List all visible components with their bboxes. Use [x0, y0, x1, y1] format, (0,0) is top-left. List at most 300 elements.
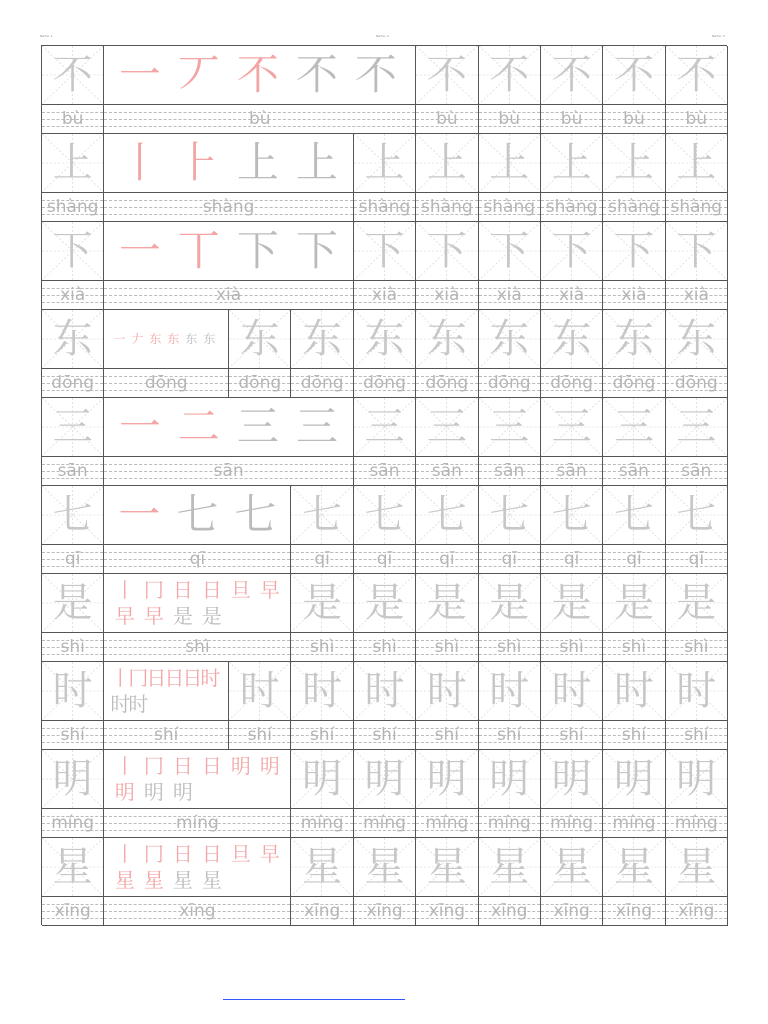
practice-cell[interactable]: [416, 574, 478, 662]
trace-pinyin: dōng: [487, 373, 531, 393]
practice-cell[interactable]: [479, 222, 541, 310]
pinyin-guide: [42, 720, 103, 750]
model-pinyin: shì: [60, 637, 85, 657]
trace-pinyin: shí: [247, 725, 272, 745]
trace-pinyin: shí: [621, 725, 647, 745]
stroke-step: 东: [203, 332, 216, 346]
model-character: 时: [52, 668, 93, 714]
practice-cell[interactable]: [416, 310, 478, 398]
trace-pinyin: shàng: [358, 197, 411, 217]
practice-cell[interactable]: [416, 222, 478, 310]
practice-cell[interactable]: [291, 662, 353, 750]
pinyin-guide: [104, 896, 290, 926]
practice-cell[interactable]: [479, 46, 541, 134]
stroke-step: 明: [172, 780, 193, 804]
practice-cell[interactable]: [603, 134, 665, 222]
practice-cell[interactable]: [354, 574, 416, 662]
pinyin-guide: [603, 192, 664, 222]
practice-cell[interactable]: [666, 134, 728, 222]
trace-pinyin: shí: [559, 725, 584, 745]
trace-character: 上: [364, 140, 405, 186]
trace-pinyin: xià: [434, 285, 460, 305]
stroke-order-pinyin: shàng: [202, 197, 255, 217]
stroke-step: 旦: [230, 578, 251, 602]
trace-character: 星: [676, 844, 717, 890]
stroke-step: 一: [118, 226, 161, 275]
pinyin-guide: [104, 456, 352, 486]
practice-cell[interactable]: [354, 310, 416, 398]
stroke-step: 上: [295, 138, 338, 187]
trace-pinyin: xià: [371, 285, 398, 305]
stroke-step: 明: [114, 780, 135, 804]
model-character: 不: [52, 52, 93, 98]
practice-cell[interactable]: [666, 46, 728, 134]
trace-character: 七: [551, 492, 592, 538]
practice-cell[interactable]: [479, 838, 541, 926]
practice-cell[interactable]: [354, 134, 416, 222]
stroke-step: 冂: [128, 666, 149, 690]
practice-cell[interactable]: [603, 838, 665, 926]
practice-cell[interactable]: [354, 838, 416, 926]
stroke-step: 明: [259, 754, 280, 778]
practice-sheet: [41, 45, 727, 925]
trace-pinyin: xīng: [553, 901, 590, 921]
model-pinyin: míng: [51, 813, 95, 833]
stroke-order-pinyin: xià: [215, 285, 242, 305]
pinyin-guide: [479, 808, 540, 838]
stroke-step: 日: [164, 666, 185, 690]
pinyin-guide: [291, 808, 352, 838]
practice-cell[interactable]: [354, 662, 416, 750]
stroke-order-cell: [104, 662, 229, 750]
practice-cell[interactable]: [416, 398, 478, 486]
practice-cell[interactable]: [541, 46, 603, 134]
practice-cell[interactable]: [416, 46, 478, 134]
pinyin-guide: [479, 896, 540, 926]
model-pinyin: xià: [60, 285, 86, 305]
pinyin-guide: [603, 720, 664, 750]
practice-cell[interactable]: [416, 134, 478, 222]
trace-character: 时: [489, 668, 530, 714]
character-row: [42, 310, 728, 398]
trace-pinyin: míng: [425, 813, 469, 833]
practice-cell[interactable]: [354, 398, 416, 486]
stroke-step: 不: [295, 50, 338, 99]
pinyin-guide: [541, 896, 602, 926]
trace-pinyin: míng: [487, 813, 531, 833]
trace-character: 星: [302, 844, 343, 890]
pinyin-guide: [541, 720, 602, 750]
trace-character: 不: [613, 52, 654, 98]
pinyin-guide: [354, 544, 415, 574]
trace-character: 上: [489, 140, 530, 186]
trace-pinyin: bù: [685, 109, 708, 129]
pinyin-guide: [229, 368, 290, 398]
stroke-step: 是: [201, 604, 222, 628]
trace-character: 七: [489, 492, 530, 538]
practice-cell[interactable]: [666, 398, 728, 486]
trace-character: 明: [426, 756, 467, 802]
trace-character: 下: [364, 228, 405, 274]
pinyin-guide: [354, 896, 415, 926]
practice-cell[interactable]: [666, 750, 728, 838]
practice-cell[interactable]: [541, 662, 603, 750]
practice-cell[interactable]: [666, 222, 728, 310]
trace-character: 是: [364, 580, 405, 626]
trace-character: 东: [364, 316, 405, 362]
trace-character: 东: [613, 316, 654, 362]
pinyin-guide: [354, 192, 415, 222]
stroke-sequence: [110, 134, 346, 192]
stroke-step: 是: [172, 604, 193, 628]
trace-character: 时: [551, 668, 592, 714]
trace-character: 下: [489, 228, 530, 274]
pinyin-guide: [42, 192, 103, 222]
pinyin-guide: [666, 544, 727, 574]
stroke-sequence: [110, 662, 222, 720]
trace-pinyin: dōng: [363, 373, 406, 393]
practice-cell[interactable]: [416, 486, 478, 574]
practice-cell[interactable]: [541, 222, 603, 310]
model-pinyin: qī: [64, 549, 81, 569]
pinyin-guide: [541, 280, 602, 310]
stroke-step: 丆: [177, 50, 220, 99]
stroke-step: 日: [172, 754, 193, 778]
pinyin-guide: [354, 808, 415, 838]
trace-pinyin: dōng: [238, 373, 282, 393]
stroke-order-cell: [104, 310, 229, 398]
trace-character: 三: [551, 404, 592, 450]
pinyin-guide: [416, 544, 477, 574]
model-pinyin: bù: [61, 109, 84, 129]
pinyin-guide: [416, 280, 477, 310]
trace-pinyin: dōng: [612, 373, 656, 393]
stroke-step: 早: [259, 578, 280, 602]
pinyin-guide: [416, 896, 477, 926]
trace-character: 明: [551, 756, 592, 802]
trace-pinyin: qī: [501, 549, 517, 569]
trace-character: 星: [613, 844, 654, 890]
model-character-cell: [42, 574, 104, 662]
character-row: [42, 574, 728, 662]
practice-cell[interactable]: [541, 398, 603, 486]
stroke-order-pinyin: xīng: [179, 901, 216, 921]
pinyin-guide: [416, 808, 477, 838]
trace-pinyin: shàng: [421, 197, 473, 217]
pinyin-guide: [104, 544, 290, 574]
stroke-sequence: [110, 838, 284, 896]
stroke-step: 星: [172, 868, 193, 892]
model-character-cell: [42, 134, 104, 222]
header-right: Name: 3: [712, 34, 725, 38]
stroke-step: 下: [236, 226, 279, 275]
pinyin-guide: [104, 104, 415, 134]
model-pinyin: xīng: [54, 901, 91, 921]
stroke-step: 星: [114, 868, 135, 892]
trace-character: 明: [364, 756, 405, 802]
pinyin-guide: [603, 632, 664, 662]
practice-cell[interactable]: [603, 46, 665, 134]
practice-cell[interactable]: [229, 662, 291, 750]
pinyin-guide: [42, 368, 103, 398]
trace-character: 是: [676, 580, 717, 626]
pinyin-guide: [291, 632, 352, 662]
model-character: 七: [52, 492, 93, 538]
stroke-step: 时: [200, 666, 221, 690]
trace-character: 三: [676, 404, 717, 450]
model-character: 东: [52, 316, 93, 362]
practice-cell[interactable]: [666, 310, 728, 398]
stroke-sequence: [110, 310, 222, 368]
stroke-step: 丨: [114, 754, 135, 778]
trace-pinyin: sān: [618, 461, 649, 481]
trace-pinyin: xià: [496, 285, 522, 305]
trace-character: 明: [302, 756, 343, 802]
practice-cell[interactable]: [603, 222, 665, 310]
trace-character: 时: [613, 668, 654, 714]
practice-cell[interactable]: [666, 574, 728, 662]
pinyin-guide: [479, 632, 540, 662]
pinyin-guide: [42, 544, 103, 574]
practice-cell[interactable]: [354, 222, 416, 310]
trace-pinyin: qī: [563, 549, 580, 569]
stroke-step: 早: [259, 842, 280, 866]
pinyin-guide: [354, 632, 415, 662]
model-character-cell: [42, 838, 104, 926]
pinyin-guide: [104, 192, 352, 222]
pinyin-guide: [229, 720, 290, 750]
character-row: [42, 134, 728, 222]
trace-character: 明: [489, 756, 530, 802]
stroke-order-cell: [104, 46, 416, 134]
practice-cell[interactable]: [291, 574, 353, 662]
pinyin-guide: [479, 368, 540, 398]
trace-character: 三: [489, 404, 530, 450]
practice-cell[interactable]: [416, 838, 478, 926]
trace-pinyin: míng: [612, 813, 656, 833]
model-character-cell: [42, 310, 104, 398]
trace-character: 是: [426, 580, 467, 626]
stroke-order-pinyin: míng: [175, 813, 219, 833]
practice-cell[interactable]: [666, 838, 728, 926]
stroke-step: 一: [118, 50, 161, 99]
practice-cell[interactable]: [416, 750, 478, 838]
pinyin-guide: [42, 632, 103, 662]
trace-character: 下: [676, 228, 717, 274]
trace-pinyin: bù: [623, 109, 645, 129]
practice-cell[interactable]: [541, 486, 603, 574]
trace-character: 七: [302, 492, 343, 538]
stroke-step: 日: [172, 578, 193, 602]
practice-cell[interactable]: [541, 134, 603, 222]
stroke-order-pinyin: qī: [189, 549, 206, 569]
trace-pinyin: shì: [309, 637, 335, 657]
model-pinyin: sān: [57, 461, 88, 481]
practice-cell[interactable]: [541, 838, 603, 926]
trace-character: 上: [426, 140, 467, 186]
practice-cell[interactable]: [603, 310, 665, 398]
stroke-step: 不: [236, 50, 279, 99]
pinyin-guide: [291, 544, 352, 574]
stroke-step: 丅: [177, 226, 220, 275]
stroke-order-pinyin: bù: [248, 109, 271, 129]
stroke-step: 七: [176, 490, 219, 539]
pinyin-guide: [42, 896, 103, 926]
practice-cell[interactable]: [666, 662, 728, 750]
model-character-cell: [42, 662, 104, 750]
pinyin-guide: [603, 368, 664, 398]
model-character: 明: [52, 756, 93, 802]
pinyin-guide: [541, 104, 602, 134]
pinyin-guide: [416, 104, 477, 134]
character-row: [42, 222, 728, 310]
pinyin-guide: [354, 720, 415, 750]
stroke-step: 三: [236, 402, 279, 451]
header-center: Name: 2: [376, 34, 389, 38]
trace-character: 七: [676, 492, 717, 538]
trace-pinyin: sān: [681, 461, 712, 481]
trace-pinyin: shì: [372, 637, 397, 657]
model-character-cell: [42, 750, 104, 838]
pinyin-guide: [416, 632, 477, 662]
pinyin-guide: [541, 808, 602, 838]
stroke-order-pinyin: dōng: [144, 373, 188, 393]
practice-cell[interactable]: [229, 310, 291, 398]
trace-character: 不: [426, 52, 467, 98]
trace-pinyin: sān: [494, 461, 525, 481]
stroke-order-cell: [104, 398, 353, 486]
trace-pinyin: sān: [431, 461, 462, 481]
trace-character: 时: [426, 668, 467, 714]
trace-pinyin: shì: [434, 637, 460, 657]
trace-pinyin: míng: [300, 813, 344, 833]
pinyin-guide: [42, 456, 103, 486]
practice-cell[interactable]: [354, 750, 416, 838]
trace-pinyin: dōng: [425, 373, 469, 393]
pinyin-guide: [541, 368, 602, 398]
pinyin-guide: [541, 456, 602, 486]
practice-cell[interactable]: [291, 750, 353, 838]
pinyin-guide: [416, 456, 477, 486]
stroke-order-cell: [104, 134, 353, 222]
trace-character: 三: [364, 404, 405, 450]
stroke-step: 冂: [143, 578, 164, 602]
stroke-order-cell: [104, 574, 291, 662]
pinyin-guide: [666, 368, 727, 398]
pinyin-guide: [479, 544, 540, 574]
practice-cell[interactable]: [541, 310, 603, 398]
trace-pinyin: bù: [498, 109, 520, 129]
pinyin-guide: [104, 368, 228, 398]
trace-pinyin: xīng: [615, 901, 653, 921]
stroke-step: 一: [118, 490, 161, 539]
practice-cell[interactable]: [541, 750, 603, 838]
trace-character: 下: [551, 228, 592, 274]
practice-cell[interactable]: [416, 662, 478, 750]
trace-character: 不: [551, 52, 592, 98]
pinyin-guide: [354, 368, 415, 398]
trace-pinyin: qī: [626, 549, 642, 569]
trace-pinyin: qī: [688, 549, 705, 569]
trace-character: 星: [426, 844, 467, 890]
stroke-step: 冂: [143, 842, 164, 866]
practice-cell[interactable]: [666, 486, 728, 574]
practice-cell[interactable]: [354, 486, 416, 574]
trace-character: 时: [364, 668, 405, 714]
stroke-step: 明: [230, 754, 251, 778]
character-row: [42, 662, 728, 750]
pinyin-guide: [104, 720, 228, 750]
practice-cell[interactable]: [291, 486, 353, 574]
pinyin-guide: [666, 456, 727, 486]
practice-cell[interactable]: [291, 310, 353, 398]
trace-character: 七: [613, 492, 654, 538]
pinyin-guide: [603, 808, 664, 838]
practice-cell[interactable]: [603, 574, 665, 662]
model-character-cell: [42, 46, 104, 134]
practice-cell[interactable]: [479, 750, 541, 838]
stroke-step: 二: [177, 402, 220, 451]
trace-pinyin: dōng: [674, 373, 718, 393]
stroke-step: 星: [143, 868, 164, 892]
practice-cell[interactable]: [479, 662, 541, 750]
stroke-step: ⺊: [177, 138, 220, 187]
stroke-step: 日: [201, 578, 222, 602]
practice-cell[interactable]: [479, 310, 541, 398]
practice-cell[interactable]: [603, 398, 665, 486]
practice-cell[interactable]: [541, 574, 603, 662]
stroke-step: 一: [113, 332, 126, 346]
pinyin-guide: [603, 104, 664, 134]
pinyin-guide: [354, 456, 415, 486]
trace-pinyin: míng: [363, 813, 406, 833]
practice-cell[interactable]: [603, 486, 665, 574]
pinyin-guide: [666, 104, 727, 134]
practice-cell[interactable]: [603, 662, 665, 750]
stroke-step: 七: [234, 490, 277, 539]
trace-pinyin: bù: [560, 109, 583, 129]
pinyin-guide: [291, 896, 352, 926]
trace-pinyin: dōng: [300, 373, 344, 393]
model-character: 上: [52, 140, 93, 186]
trace-pinyin: xià: [621, 285, 647, 305]
stroke-step: 时: [128, 692, 149, 716]
practice-cell[interactable]: [603, 750, 665, 838]
pinyin-guide: [291, 720, 352, 750]
pinyin-guide: [104, 632, 290, 662]
stroke-sequence: [110, 398, 346, 456]
trace-pinyin: shàng: [608, 197, 660, 217]
pinyin-guide: [541, 632, 602, 662]
pinyin-guide: [104, 280, 352, 310]
trace-character: 下: [426, 228, 467, 274]
pinyin-guide: [479, 720, 540, 750]
trace-pinyin: sān: [369, 461, 400, 481]
practice-cell[interactable]: [479, 134, 541, 222]
trace-character: 是: [551, 580, 592, 626]
practice-cell[interactable]: [479, 398, 541, 486]
pinyin-guide: [479, 104, 540, 134]
practice-cell[interactable]: [291, 838, 353, 926]
trace-character: 星: [489, 844, 530, 890]
stroke-sequence: [110, 750, 284, 808]
footer-link[interactable]: [223, 999, 405, 1000]
stroke-sequence: [110, 574, 284, 632]
practice-cell[interactable]: [479, 574, 541, 662]
stroke-step: 日: [146, 666, 167, 690]
stroke-sequence: [110, 222, 346, 280]
practice-cell[interactable]: [479, 486, 541, 574]
